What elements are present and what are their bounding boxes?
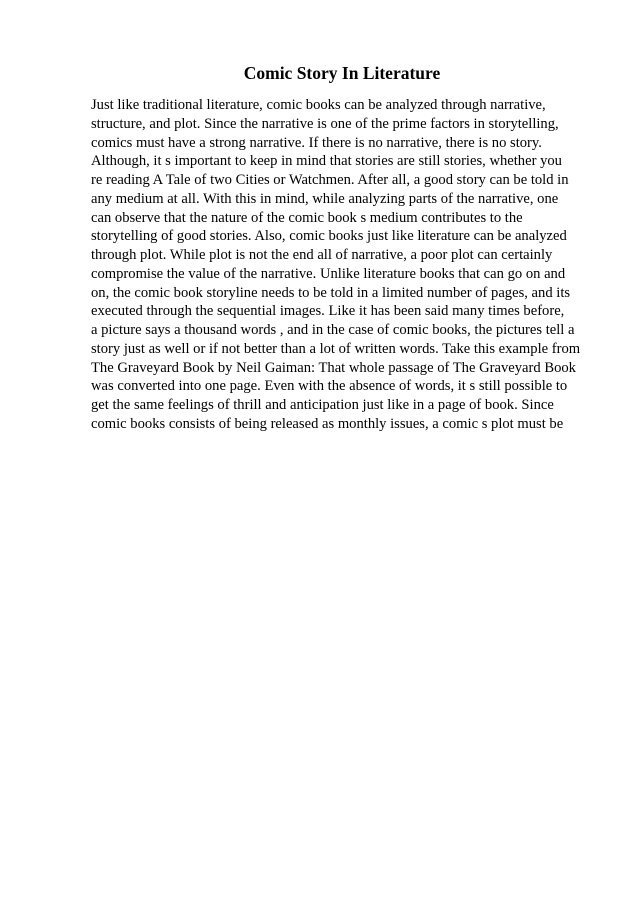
text-line: Although, it s important to keep in mind that stories are still stories, whether you	[91, 153, 562, 170]
text-line: structure, and plot. Since the narrative is one of the prime factors in storytelling,	[91, 115, 559, 132]
body-paragraph	[91, 96, 611, 434]
text-line: a picture says a thousand words , and in the case of comic books, the pictures tell a	[91, 322, 575, 338]
text-line: on, the comic book storyline needs to be told in a limited number of pages, and its	[91, 284, 571, 301]
text-line: can observe that the nature of the comic book s medium contributes to the	[91, 209, 523, 226]
text-line: was converted into one page. Even with the absence of words, it s still possible to	[91, 378, 568, 395]
text-line: story just as well or if not better than a lot of written words. Take this example from	[91, 340, 581, 357]
text-line: Just like traditional literature, comic books can be analyzed through narrative,	[91, 97, 546, 113]
text-line: The Graveyard Book by Neil Gaiman: That whole passage of The Graveyard Book	[91, 359, 576, 376]
text-line: storytelling of good stories. Also, comic books just like literature can be analyzed	[91, 228, 567, 245]
text-line: re reading A Tale of two Cities or Watchmen. After all, a good story can be told in	[91, 172, 569, 188]
text-line: compromise the value of the narrative. Unlike literature books that can go on and	[91, 265, 566, 282]
text-line: through plot. While plot is not the end all of narrative, a poor plot can certainly	[91, 247, 553, 263]
text-line: comics must have a strong narrative. If there is no narrative, there is no story.	[91, 134, 542, 151]
text-line: get the same feelings of thrill and anticipation just like in a page of book. Since	[91, 397, 554, 413]
document-title: Comic Story In Literature	[243, 63, 441, 83]
text-line: executed through the sequential images. Like it has been said many times before,	[91, 303, 565, 320]
text-line: any medium at all. With this in mind, while analyzing parts of the narrative, one	[91, 190, 559, 207]
text-line: comic books consists of being released as monthly issues, a comic s plot must be	[91, 415, 564, 432]
